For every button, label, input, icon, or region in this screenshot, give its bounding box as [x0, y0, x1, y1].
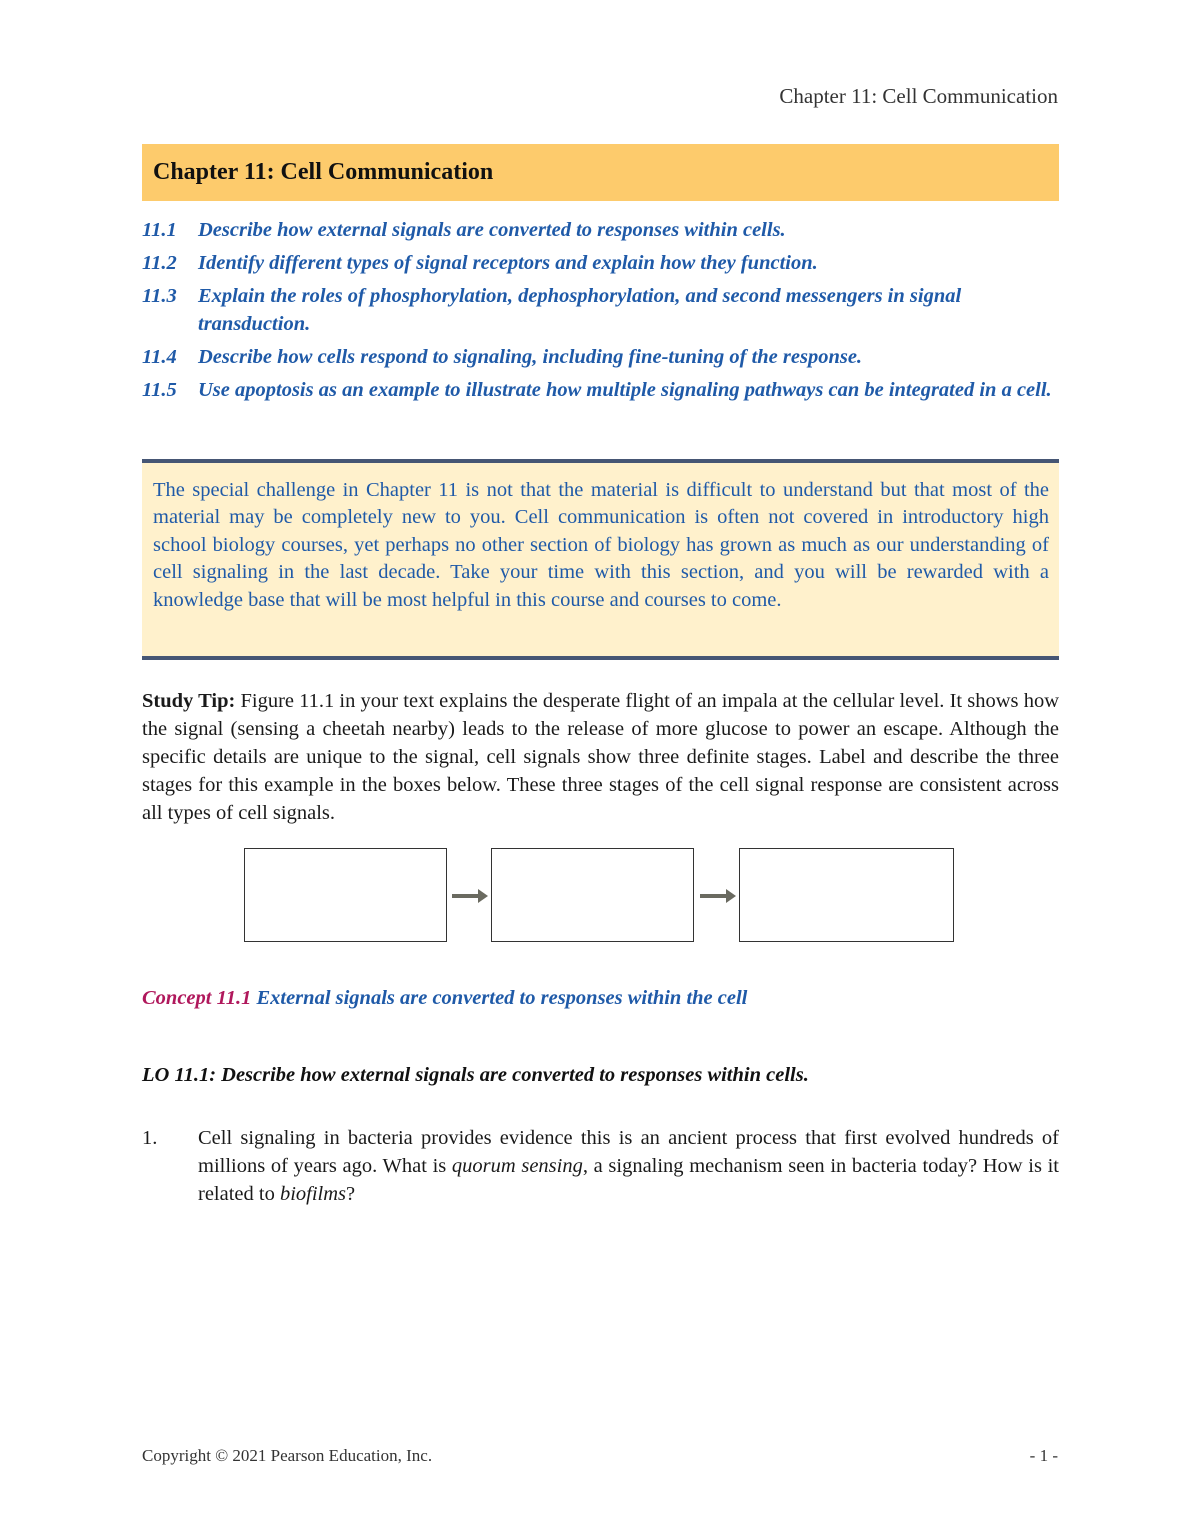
arrow-right-icon	[451, 886, 489, 906]
stage-answer-box-2[interactable]	[491, 848, 694, 942]
question-item	[142, 1124, 1059, 1208]
learning-objective-heading: LO 11.1: Describe how external signals are converted to responses within cells.	[142, 1064, 809, 1086]
question-text-part: ?	[346, 1183, 356, 1205]
question-number: 1.	[142, 1127, 158, 1149]
objective-text: Describe how external signals are converted to responses within cells.	[198, 219, 786, 241]
stage-answer-box-1[interactable]	[244, 848, 447, 942]
objective-text: Identify different types of signal receptors and explain how they function.	[198, 252, 818, 274]
objective-text: Use apoptosis as an example to illustrate how multiple signaling pathways can be integrated in a cell.	[198, 379, 1052, 401]
objective-number: 11.2	[142, 252, 177, 274]
chapter-title: Chapter 11: Cell Communication	[153, 159, 494, 185]
concept-title: External signals are converted to responses within the cell	[251, 987, 748, 1009]
concept-heading	[142, 987, 747, 1010]
question-term: quorum sensing	[451, 1155, 583, 1177]
study-tip-paragraph	[142, 687, 1059, 827]
objective-number: 11.1	[142, 219, 177, 241]
running-header: Chapter 11: Cell Communication	[779, 84, 1058, 108]
question-term: biofilms	[279, 1183, 347, 1205]
objective-item	[142, 343, 1059, 371]
footer-page-number: - 1 -	[1029, 1446, 1058, 1465]
challenge-text: The special challenge in Chapter 11 is not that the material is difficult to understand but that most of the material may be completely new to you. Cell communication is often not covered in introductory high school biology courses, yet perhaps no other section of biology has grown as much as our understanding of cell signaling in the last decade. Take your time with this section, and you will be rewarded with a knowledge base that will be most helpful in this course and courses to come.	[153, 479, 1049, 611]
objective-item	[142, 376, 1059, 404]
objective-number: 11.3	[142, 285, 177, 307]
objective-item	[142, 216, 1059, 244]
chapter-title-banner	[142, 144, 1059, 201]
special-challenge-callout	[142, 459, 1059, 660]
arrow-right-icon	[699, 886, 737, 906]
stage-answer-box-3[interactable]	[739, 848, 954, 942]
objective-number: 11.5	[142, 379, 177, 401]
question-text-part: , a signaling mechanism seen in bacteria today? How is it related to	[198, 1155, 1059, 1205]
objective-item	[142, 282, 1059, 338]
objective-number: 11.4	[142, 346, 177, 368]
objective-item	[142, 249, 1059, 277]
footer-copyright: Copyright © 2021 Pearson Education, Inc.	[142, 1446, 433, 1465]
concept-label: Concept 11.1	[142, 987, 252, 1009]
question-text	[198, 1124, 1059, 1208]
study-tip-label: Study Tip:	[142, 690, 236, 712]
objective-text: Explain the roles of phosphorylation, dephosphorylation, and second messengers in signal transduction.	[198, 285, 962, 335]
study-tip-text: Figure 11.1 in your text explains the desperate flight of an impala at the cellular level. It shows how the signal (sensing a cheetah nearby) leads to the release of more glucose to power an escape. Although the specific details are unique to the signal, cell signals show three definite stages. Label and describe the three stages for this example in the boxes below. These three stages of the cell signal response are consistent across all types of cell signals.	[142, 690, 1059, 824]
learning-objectives-list	[142, 216, 1059, 409]
question-text-part: Cell signaling in bacteria provides evidence this is an ancient process that first evolved hundreds of millions of years ago. What is	[198, 1127, 1059, 1177]
objective-text: Describe how cells respond to signaling, including fine-tuning of the response.	[198, 346, 863, 368]
